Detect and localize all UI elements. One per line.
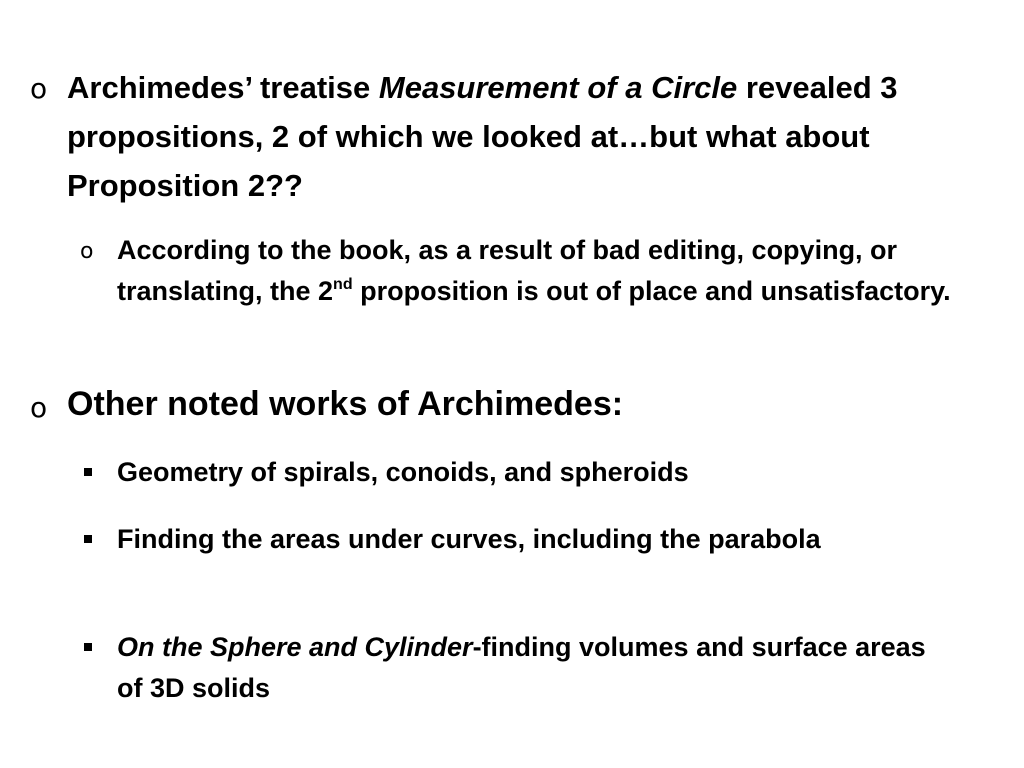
bullet-text: revealed 3 propositions, 2 of which we looked at…but what about Proposition 2?? — [67, 70, 898, 203]
bullet-marker: o — [30, 391, 48, 424]
bullet-marker: o — [30, 72, 48, 105]
sub-bullet-text: -finding volumes and surface areas of 3D solids — [117, 632, 926, 703]
sub-bullet-marker: o — [80, 239, 94, 264]
treatise-title: Measurement of a Circle — [378, 70, 738, 105]
sub-bullet-item-spirals: Geometry of spirals, conoids, and spheroids — [117, 457, 689, 487]
sub-bullet-item-proposition-2 — [117, 230, 977, 312]
sub-bullet-text: According to the book, as a result of bad editing, copying, or translating, the 2 — [117, 235, 898, 306]
square-bullet-marker — [84, 643, 92, 651]
sub-bullet-item-sphere-and-cylinder — [117, 627, 947, 709]
bullet-text: Archimedes’ treatise — [67, 70, 379, 105]
work-title: On the Sphere and Cylinder — [117, 632, 473, 662]
bullet-item-measurement-of-circle — [67, 63, 967, 210]
sub-bullet-text: proposition is out of place and unsatisfactory. — [352, 276, 951, 306]
sub-bullet-item-areas-under-curves: Finding the areas under curves, including the parabola — [117, 524, 821, 554]
square-bullet-marker — [84, 535, 92, 543]
square-bullet-marker — [84, 468, 92, 476]
bullet-item-other-works: Other noted works of Archimedes: — [67, 385, 624, 423]
superscript: nd — [333, 276, 353, 293]
